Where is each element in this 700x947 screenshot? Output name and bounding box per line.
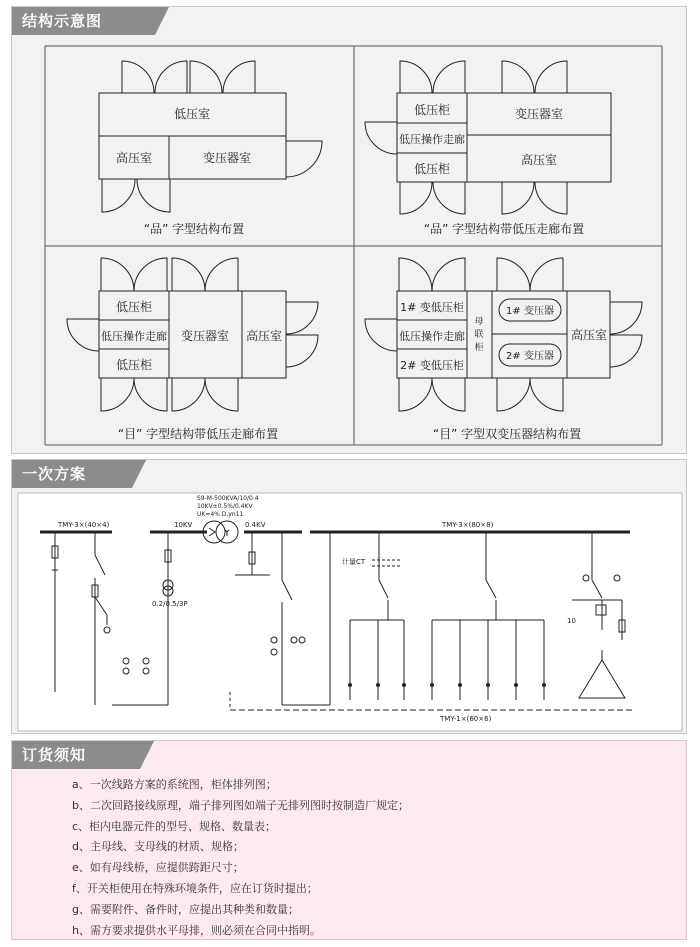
- l4-caption: “目” 字型双变压器结构布置: [432, 427, 582, 441]
- ordering-notes-panel: [11, 740, 687, 940]
- l3-room-lv2: 低压柜: [115, 358, 153, 372]
- l1-room-lv: 低压室: [173, 107, 211, 121]
- transformer-spec-2: 10KV±0.5%/0.4KV: [197, 503, 253, 510]
- bus-left-label: TMY-3×(40×4): [58, 521, 110, 529]
- l4-bus-tie-1: 母: [474, 317, 484, 327]
- l4-room-lv1: 1# 变低压柜: [400, 301, 464, 314]
- list-item: g、需要附件、备件时，应提出其种类和数量；: [72, 902, 299, 916]
- list-item: h、需方要求提供水平母排，则必须在合同中指明。: [72, 923, 321, 937]
- l4-room-lv2: 2# 变低压柜: [400, 359, 464, 372]
- l4-bus-tie-3: 柜: [474, 343, 484, 353]
- meter-ct-label: 计量CT: [342, 558, 366, 566]
- structure-diagram-panel: [11, 6, 687, 454]
- l2-room-hv: 高压室: [520, 153, 558, 167]
- bus-bottom-label: TMY-1×(60×6): [440, 715, 492, 723]
- ordering-notes-title: 订货须知: [12, 741, 140, 769]
- l2-room-lv1: 低压柜: [413, 103, 451, 117]
- l3-room-corridor: 低压操作走廊: [101, 330, 167, 343]
- ct-ratio-label: 0.2/0.5/3P: [152, 600, 188, 608]
- label-10kv: 10KV: [174, 521, 193, 529]
- list-item: c、柜内电器元件的型号、规格、数量表；: [72, 819, 277, 833]
- l2-room-corridor: 低压操作走廊: [399, 133, 465, 146]
- l4-room-tr2: 2# 变压器: [506, 351, 554, 362]
- l3-room-hv: 高压室: [245, 329, 283, 343]
- layout1-drawing: [99, 61, 322, 212]
- structure-diagram-title: 结构示意图: [12, 7, 155, 35]
- l2-room-lv2: 低压柜: [413, 162, 451, 176]
- structure-diagram-svg: [12, 7, 688, 455]
- list-item: b、二次回路接线原理，端子排列图如端子无排列图时按制造厂规定；: [72, 798, 409, 812]
- l3-room-lv1: 低压柜: [115, 300, 153, 314]
- bus-right-label: TMY-3×(80×8): [442, 521, 494, 529]
- list-item: d、主母线、支母线的材质、规格；: [72, 840, 244, 854]
- ordering-notes-list: [72, 775, 409, 941]
- transformer-spec-1: S9-M-500KVA/10/0.4: [197, 495, 259, 502]
- l1-room-hv: 高压室: [115, 151, 153, 165]
- primary-scheme-title: 一次方案: [12, 460, 132, 488]
- l1-room-tr: 变压器室: [202, 151, 252, 165]
- l4-bus-tie-2: 联: [474, 330, 484, 340]
- single-line-diagram-svg: [12, 460, 688, 735]
- l2-room-tr: 变压器室: [514, 107, 564, 121]
- label-04kv: 0.4KV: [245, 521, 266, 529]
- l3-caption: “目” 字型结构带低压走廊布置: [117, 427, 279, 441]
- l4-room-hv: 高压室: [570, 328, 608, 342]
- transformer-spec-3: UK=4% D,yn11: [197, 511, 244, 518]
- l1-caption: “品” 字型结构布置: [143, 222, 245, 236]
- l4-room-corridor: 低压操作走廊: [399, 330, 465, 343]
- l4-room-tr1: 1# 变压器: [506, 306, 554, 317]
- list-item: e、如有母线桥，应提供跨距尺寸；: [72, 861, 244, 875]
- l3-room-tr: 变压器室: [180, 329, 230, 343]
- label-10: 10: [567, 617, 576, 625]
- primary-scheme-panel: [11, 459, 687, 734]
- list-item: f、开关柜使用在特殊环境条件，应在订货时提出；: [72, 881, 318, 895]
- list-item: a、一次线路方案的系统图，柜体排列图；: [72, 778, 277, 791]
- l2-caption: “品” 字型结构带低压走廊布置: [423, 222, 585, 236]
